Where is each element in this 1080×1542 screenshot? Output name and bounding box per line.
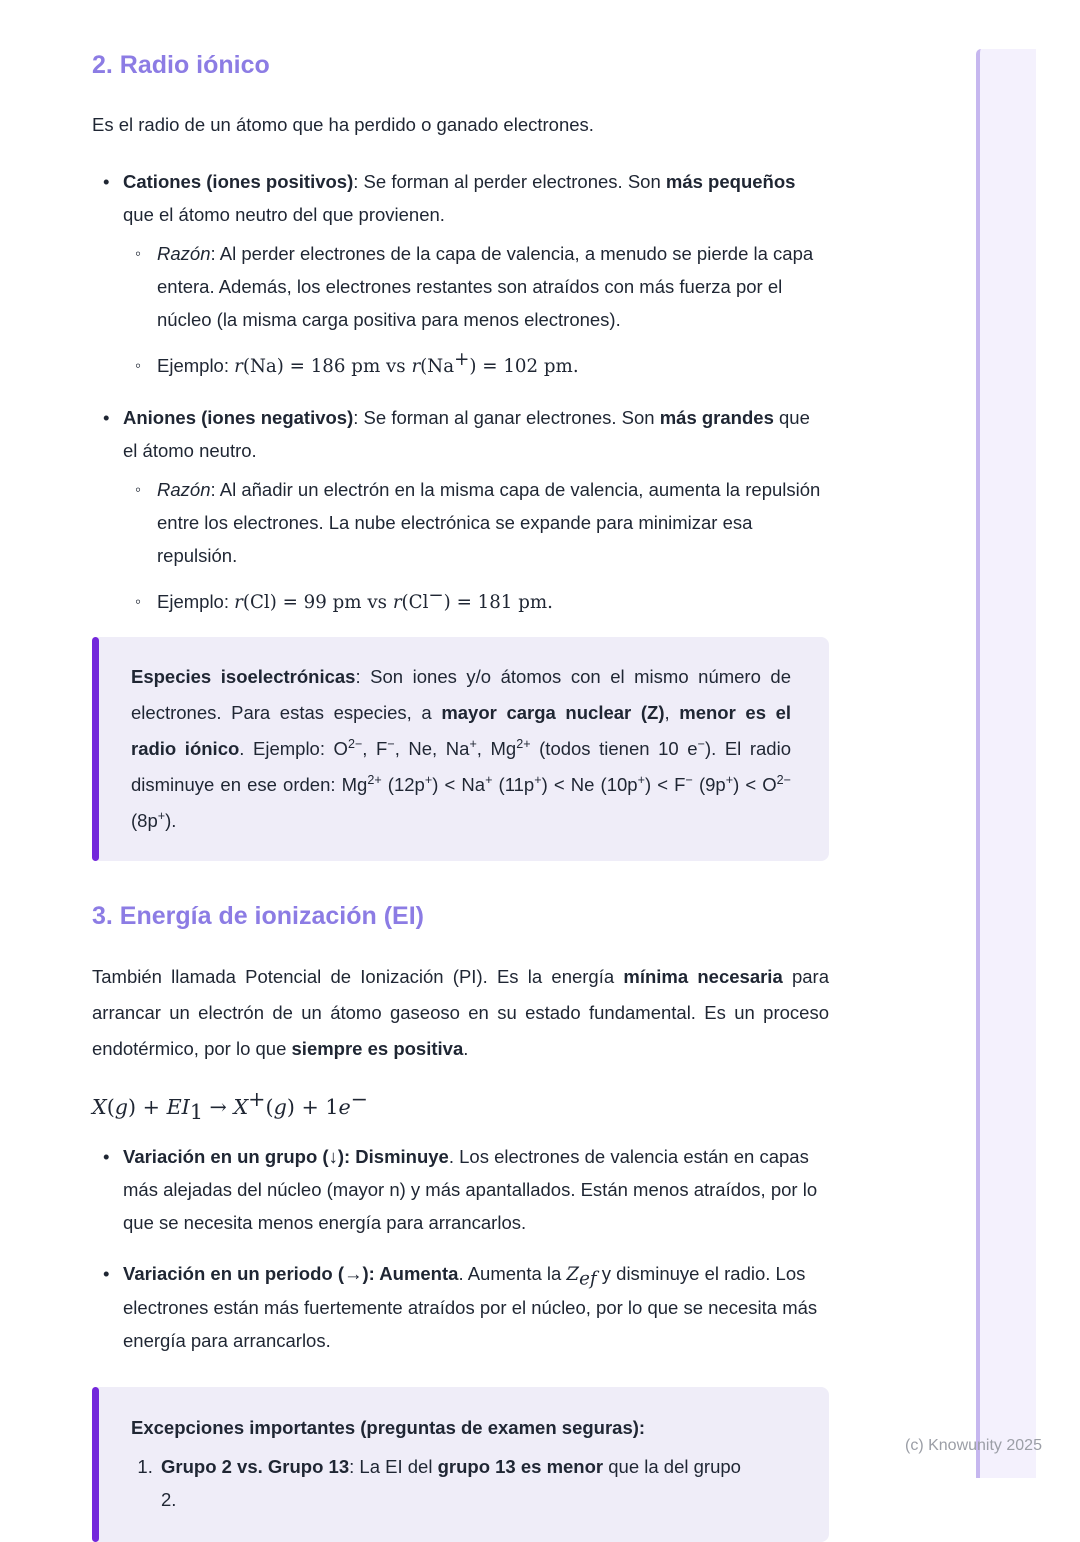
callout-especies-isoelectronicas [92,637,829,861]
list-item-cationes-razon [123,237,829,336]
next-page-edge [976,49,1080,1478]
cationes-text: Cationes (iones positivos): Se forman al perder electrones. Son más pequeños que el átomo neutro del que provienen. [123,171,796,225]
list-item-aniones [92,401,829,619]
content-column [92,0,829,1542]
aniones-ejemplo-text: Ejemplo: r(Cl) = 99 pm vs r(Cl−) = 181 pm. [157,584,553,613]
list-item-variacion-periodo [92,1257,829,1357]
variacion-periodo-text: Variación en un periodo (→): Aumenta. Aumenta la $Z_{ef}$ y disminuye el radio. Los electrones están más fuertemente atraídos por el núcleo, por lo que se necesita más energía para arrancarlos. [123,1263,818,1351]
callout-excepciones-title: Excepciones importantes (preguntas de examen seguras): [131,1417,646,1438]
heading-radio-ionico: 2. Radio iónico [92,51,270,79]
list-item-cationes [92,165,829,383]
list-item-variacion-grupo [92,1140,829,1239]
cationes-sublist [123,237,829,383]
ionization-formula: $X(g) + EI_1 \to X^+(g) + 1e^-$ [92,1087,369,1125]
cationes-razon-text: Razón: Al perder electrones de la capa de valencia, a menudo se pierde la capa entera. Además, los electrones restantes son atraídos con más fuerza por el núcleo (la misma carga positiva para menos electrones). [157,243,814,330]
excepciones-ordered-list [131,1450,791,1516]
list-item-cationes-ejemplo [123,349,829,383]
heading-energia-ionizacion: 3. Energía de ionización (EI) [92,902,425,930]
aniones-sublist [123,473,829,619]
callout-accent-bar [92,637,99,861]
ei-variation-list [92,1140,829,1357]
callout-excepciones [92,1387,829,1542]
callout-especies-text: Especies isoelectrónicas: Son iones y/o átomos con el mismo número de electrones. Para estas especies, a mayor carga nuclear (Z), menor es el radio iónico. Ejemplo: $O^{2-}$, F−, Ne, Na+, $Mg^{2+}$ (todos tienen 10 e−). El radio disminuye en ese orden: $Mg^{2+}$ (12p+) < Na+ (11p+) < Ne (10p+) < F− $(9p^+) < O^{2-}$ (8p+). [131,666,792,831]
cationes-ejemplo-text: Ejemplo: r(Na) = 186 pm vs r(Na+) = 102 pm. [157,348,579,377]
list-item-aniones-razon [123,473,829,572]
copyright-watermark: (c) Knowunity 2025 [905,1437,1042,1454]
aniones-razon-text: Razón: Al añadir un electrón en la misma capa de valencia, aumenta la repulsión entre los electrones. La nube electrónica se expande para minimizar esa repulsión. [157,479,821,566]
grupo2-vs-grupo13-text: Grupo 2 vs. Grupo 13: La EI del grupo 13 es menor que la del grupo 2. [161,1456,741,1510]
list-item-grupo2-vs-grupo13 [158,1450,791,1516]
variacion-grupo-text: Variación en un grupo (↓): Disminuye. Los electrones de valencia están en capas más alejadas del núcleo (mayor n) y más apantallados. Están menos atraídos, por lo que se necesita menos energía para arrancarlos. [123,1146,818,1233]
callout-accent-bar [92,1387,99,1542]
paragraph-radio-intro: Es el radio de un átomo que ha perdido o ganado electrones. [92,114,594,135]
paragraph-energia-intro: También llamada Potencial de Ionización (PI). Es la energía mínima necesaria para arrancar un electrón de un átomo gaseoso en su estado fundamental. Es un proceso endotérmico, por lo que siempre es positiva. [92,966,829,1059]
ionic-radius-list [92,165,829,619]
list-item-aniones-ejemplo [123,585,829,619]
aniones-text: Aniones (iones negativos): Se forman al ganar electrones. Son más grandes que el átomo neutro. [123,407,810,461]
